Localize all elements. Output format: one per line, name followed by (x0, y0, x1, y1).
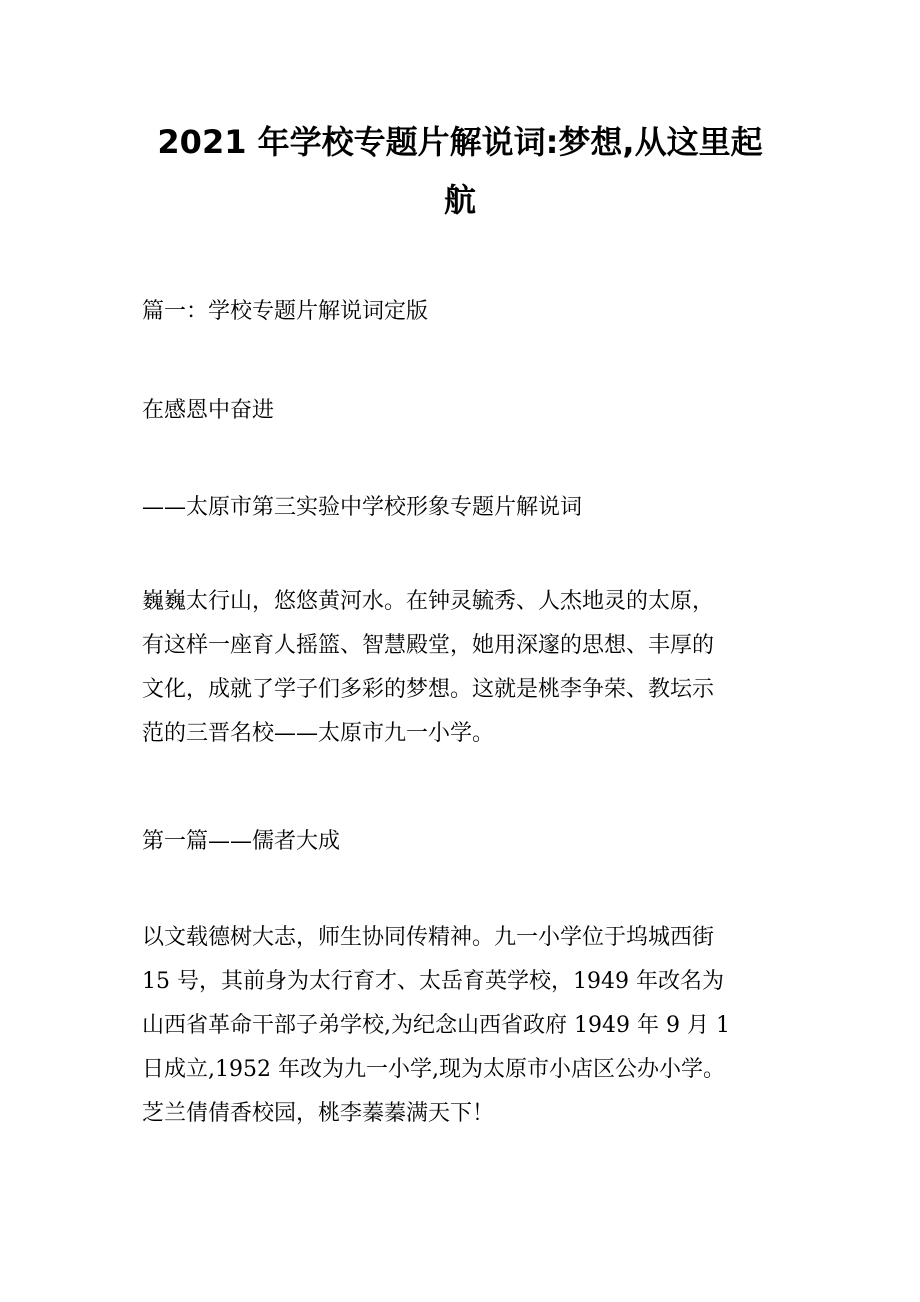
chapter-line: 以文载德树大志，师生协同传精神。九一小学位于坞城西街 (142, 925, 715, 950)
document-title-line-2: 航 (443, 181, 476, 219)
chapter-line: 日成立,1952 年改为九一小学,现为太原市小店区公办小学。 (142, 1057, 725, 1082)
intro-line: 文化，成就了学子们多彩的梦想。这就是桃李争荣、教坛示 (142, 677, 715, 702)
document-subtitle: 在感恩中奋进 (142, 398, 275, 423)
chapter-line: 山西省革命干部子弟学校,为纪念山西省政府 1949 年 9 月 1 (142, 1013, 730, 1038)
section-heading: 篇一：学校专题片解说词定版 (142, 299, 429, 324)
intro-line: 巍巍太行山，悠悠黄河水。在钟灵毓秀、人杰地灵的太原， (142, 589, 715, 614)
document-title-line-1: 2021 年学校专题片解说词:梦想,从这里起 (157, 123, 763, 161)
chapter-line: 芝兰倩倩香校园，桃李蓁蓁满天下！ (142, 1101, 495, 1126)
chapter-heading: 第一篇——儒者大成 (142, 829, 341, 854)
intro-line: 范的三晋名校——太原市九一小学。 (142, 721, 495, 746)
document-byline: ——太原市第三实验中学校形象专题片解说词 (142, 495, 583, 520)
chapter-paragraph (142, 916, 792, 1136)
intro-paragraph (142, 580, 792, 756)
chapter-line: 15 号，其前身为太行育才、太岳育英学校，1949 年改名为 (142, 969, 724, 994)
intro-line: 有这样一座育人摇篮、智慧殿堂，她用深邃的思想、丰厚的 (142, 633, 715, 658)
